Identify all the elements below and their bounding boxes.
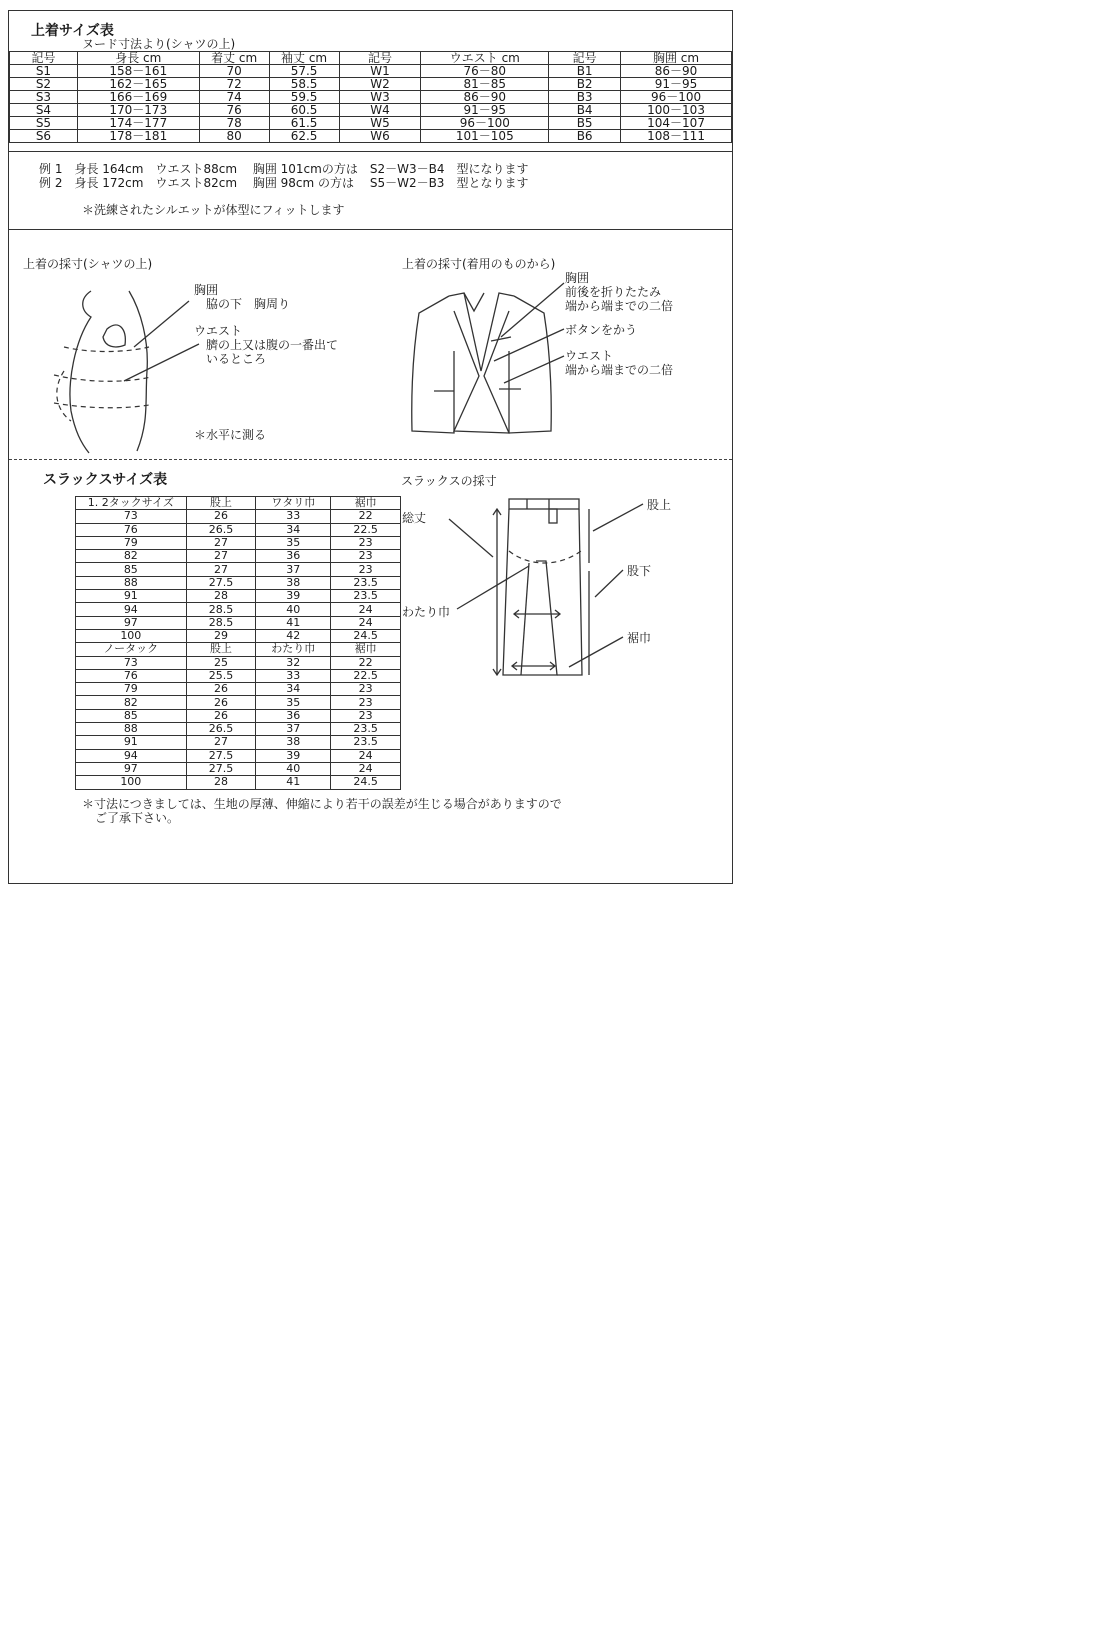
body-waist-desc-1: 臍の上又は腹の一番出て [206,338,339,352]
table-cell: 24 [331,603,401,616]
table-cell: 38 [256,736,331,749]
table-cell: 27.5 [186,749,256,762]
example-1: 例 1 身長 164cm ウエスト88cm 胸囲 101cmの方は S2－W3－B4 型になります [39,162,529,176]
table-cell: 23 [331,536,401,549]
body-chest-label: 胸囲 [194,283,219,297]
table-cell: W1 [339,65,421,78]
table-cell: 袖丈 cm [269,52,339,65]
table-cell: 166－169 [77,91,199,104]
table-cell: 86－90 [621,65,732,78]
table-cell: 73 [76,656,187,669]
table-cell: わたり巾 [256,643,331,656]
table-cell: W6 [339,130,421,143]
table-cell: 91－95 [621,78,732,91]
table-cell: 91 [76,736,187,749]
example-2: 例 2 身長 172cm ウエスト82cm 胸囲 98cm の方は S5－W2－B3 型となります [39,176,529,190]
table-cell: 37 [256,723,331,736]
table-cell: 26 [186,709,256,722]
body-measure-title: 上着の採寸(シャツの上) [23,257,153,271]
table-cell: ウエスト cm [421,52,549,65]
slacks-total-length-label: 総丈 [402,511,427,525]
table-cell: 100 [76,776,187,789]
table-cell: 28.5 [186,616,256,629]
table-cell: 24 [331,762,401,775]
slacks-rise-label: 股上 [647,498,672,512]
table-cell: 170－173 [77,104,199,117]
table-cell: 79 [76,536,187,549]
jacket-size-title: 上着サイズ表 [31,23,114,39]
table-cell: ノータック [76,643,187,656]
table-cell: 22.5 [331,669,401,682]
table-cell: 86－90 [421,91,549,104]
table-cell: 23 [331,696,401,709]
table-cell: 162－165 [77,78,199,91]
table-cell: B1 [549,65,621,78]
table-cell: 76 [76,523,187,536]
slacks-note-1: ＊寸法につきましては、生地の厚薄、伸縮により若干の誤差が生じる場合がありますので [82,797,562,811]
table-cell: 39 [256,749,331,762]
table-cell: 73 [76,510,187,523]
table-cell: S5 [10,117,78,130]
table-cell: 57.5 [269,65,339,78]
table-cell: 23.5 [331,576,401,589]
table-cell: 32 [256,656,331,669]
jacket-size-subtitle: ヌード寸法より(シャツの上) [82,37,236,51]
slacks-note-2: ご了承下さい。 [95,811,180,825]
table-cell: 58.5 [269,78,339,91]
table-cell: 38 [256,576,331,589]
table-cell: 22.5 [331,523,401,536]
table-cell: 22 [331,656,401,669]
jacket-chest-desc-1: 前後を折りたたみ [565,285,662,299]
table-cell: 85 [76,709,187,722]
table-cell: 記号 [549,52,621,65]
table-cell: 88 [76,723,187,736]
fit-note: ＊洗練されたシルエットが体型にフィットします [82,203,345,217]
table-cell: 1. 2タックサイズ [76,497,187,510]
table-cell: 25 [186,656,256,669]
table-cell: 29 [186,629,256,642]
table-cell: 裾巾 [331,643,401,656]
table-cell: S4 [10,104,78,117]
table-cell: 胸囲 cm [621,52,732,65]
table-cell: 28 [186,776,256,789]
jacket-chest-desc-2: 端から端までの二倍 [565,299,674,313]
table-cell: 33 [256,669,331,682]
table-cell: 100－103 [621,104,732,117]
table-cell: 34 [256,523,331,536]
slacks-measure-title: スラックスの採寸 [401,474,497,488]
table-cell: 101－105 [421,130,549,143]
jacket-waist-label: ウエスト [565,349,614,363]
table-cell: 23.5 [331,736,401,749]
table-cell: 85 [76,563,187,576]
table-cell: 96－100 [421,117,549,130]
table-cell: 26 [186,510,256,523]
table-cell: 23 [331,563,401,576]
table-cell: 27.5 [186,576,256,589]
table-cell: 70 [199,65,269,78]
table-cell: 27 [186,550,256,563]
jacket-chest-label: 胸囲 [565,271,590,285]
table-cell: 26 [186,683,256,696]
table-cell: B2 [549,78,621,91]
table-cell: 40 [256,603,331,616]
table-cell: B4 [549,104,621,117]
table-cell: W4 [339,104,421,117]
table-cell: 33 [256,510,331,523]
table-cell: 28.5 [186,603,256,616]
slacks-illustration [9,11,732,885]
table-cell: 60.5 [269,104,339,117]
slacks-inseam-label: 股下 [627,564,652,578]
table-cell: 23 [331,709,401,722]
jacket-measure-title: 上着の採寸(着用のものから) [402,257,556,271]
slacks-size-title: スラックスサイズ表 [43,472,168,488]
table-cell: 23 [331,550,401,563]
table-cell: 22 [331,510,401,523]
table-cell: B3 [549,91,621,104]
table-cell: 108－111 [621,130,732,143]
jacket-button-desc: ボタンをかう [565,323,638,337]
table-cell: W5 [339,117,421,130]
table-cell: 97 [76,616,187,629]
table-cell: 97 [76,762,187,775]
table-cell: 42 [256,629,331,642]
table-cell: 24 [331,749,401,762]
table-cell: 80 [199,130,269,143]
table-cell: 身長 cm [77,52,199,65]
table-cell: 27 [186,536,256,549]
table-cell: 59.5 [269,91,339,104]
table-cell: 23.5 [331,590,401,603]
table-cell: S3 [10,91,78,104]
body-horizontal-note: ＊水平に測る [194,428,267,442]
table-cell: 26.5 [186,523,256,536]
body-waist-desc-2: いるところ [206,352,267,366]
table-cell: 40 [256,762,331,775]
table-cell: B5 [549,117,621,130]
table-cell: 76－80 [421,65,549,78]
table-cell: 27.5 [186,762,256,775]
table-cell: 76 [199,104,269,117]
table-cell: 82 [76,550,187,563]
table-cell: 82 [76,696,187,709]
table-cell: 62.5 [269,130,339,143]
table-cell: 104－107 [621,117,732,130]
table-cell: 37 [256,563,331,576]
table-cell: 34 [256,683,331,696]
table-cell: 25.5 [186,669,256,682]
table-cell: S2 [10,78,78,91]
table-cell: 36 [256,709,331,722]
table-cell: 94 [76,603,187,616]
slacks-hem-label: 裾巾 [627,631,652,645]
table-cell: 41 [256,776,331,789]
table-cell: 88 [76,576,187,589]
table-cell: 94 [76,749,187,762]
table-cell: 股上 [186,497,256,510]
table-cell: 81－85 [421,78,549,91]
table-cell: B6 [549,130,621,143]
table-cell: 91 [76,590,187,603]
table-cell: S1 [10,65,78,78]
table-cell: 76 [76,669,187,682]
table-cell: 174－177 [77,117,199,130]
table-cell: 39 [256,590,331,603]
table-cell: 96－100 [621,91,732,104]
table-cell: 35 [256,696,331,709]
table-cell: 35 [256,536,331,549]
slacks-thigh-label: わたり巾 [402,605,451,619]
table-cell: 78 [199,117,269,130]
table-cell: 記号 [10,52,78,65]
table-cell: 158－161 [77,65,199,78]
table-cell: 91－95 [421,104,549,117]
table-cell: 着丈 cm [199,52,269,65]
table-cell: 72 [199,78,269,91]
table-cell: 100 [76,629,187,642]
table-cell: 24.5 [331,629,401,642]
table-cell: 74 [199,91,269,104]
table-cell: 178－181 [77,130,199,143]
table-cell: 26.5 [186,723,256,736]
table-cell: 41 [256,616,331,629]
table-cell: 股上 [186,643,256,656]
size-chart-sheet [8,10,733,884]
table-cell: W2 [339,78,421,91]
table-cell: 24 [331,616,401,629]
table-cell: 61.5 [269,117,339,130]
table-cell: 36 [256,550,331,563]
table-cell: ワタリ巾 [256,497,331,510]
table-cell: 裾巾 [331,497,401,510]
table-cell: 79 [76,683,187,696]
table-cell: 27 [186,736,256,749]
table-cell: W3 [339,91,421,104]
table-cell: 23 [331,683,401,696]
table-cell: 27 [186,563,256,576]
table-cell: 23.5 [331,723,401,736]
table-cell: 記号 [339,52,421,65]
table-cell: S6 [10,130,78,143]
table-cell: 24.5 [331,776,401,789]
body-chest-desc: 脇の下 胸周り [206,297,291,311]
table-cell: 26 [186,696,256,709]
body-waist-label: ウエスト [194,324,243,338]
jacket-waist-desc: 端から端までの二倍 [565,363,674,377]
table-cell: 28 [186,590,256,603]
